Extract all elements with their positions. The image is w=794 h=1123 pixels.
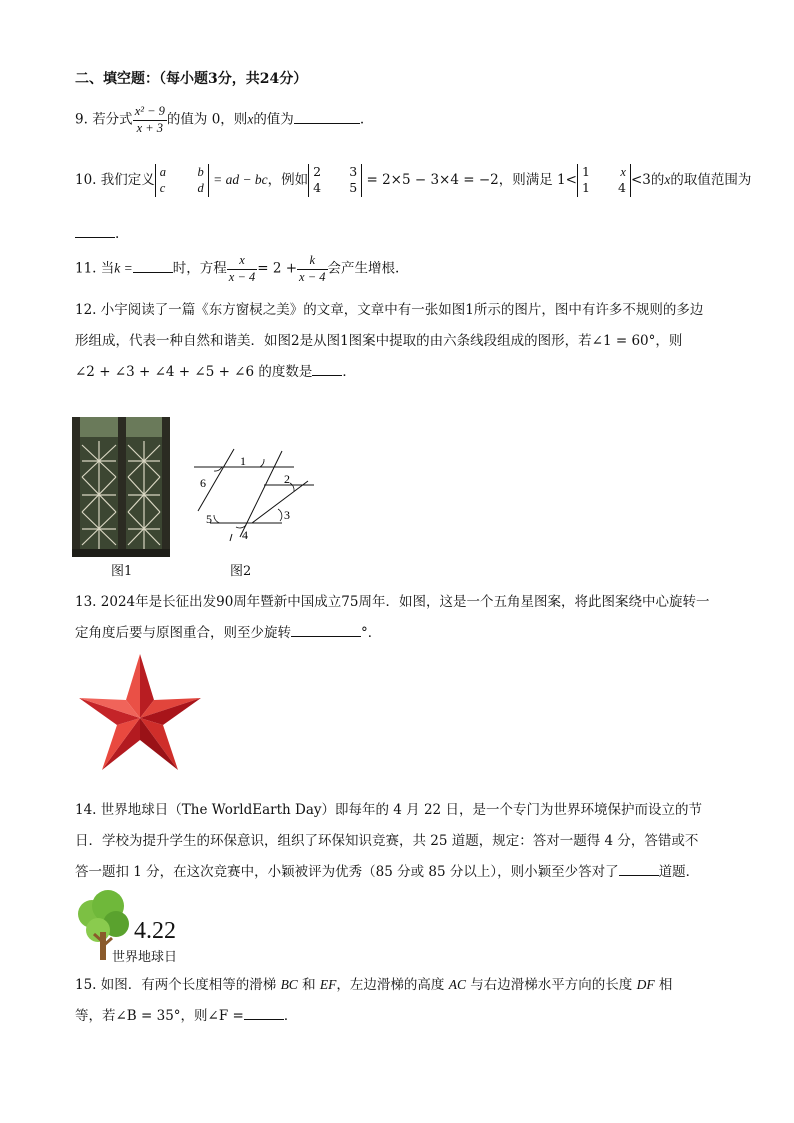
question-number: 11. [75,260,97,277]
photo-center-post [118,417,126,557]
equation-part: = 2 + [257,260,298,277]
period: . [359,111,365,128]
fraction-denominator: x − 4 [299,269,326,284]
degree-end: °． [361,625,382,641]
angle-label: 3 [284,508,290,522]
question-text: ，则满足 1< [498,171,577,188]
question-14-line1: 14. 世界地球日（The WorldEarth Day）即每年的 4 月 22 日，是一个专门为世界环境保护而设立的节 [75,802,702,818]
photo-bottom-band [72,549,170,557]
segment-label: EF [319,977,337,992]
question-text: 15. 如图．有两个长度相等的滑梯 [75,977,277,993]
earth-day-label: 世界地球日 [112,950,178,965]
fraction-numerator: x [227,253,257,270]
question-12-line2: 形组成，代表一种自然和谐美．如图2是从图1图案中提取的由六条线段组成的图形，若∠1 = 60°，则 [75,333,683,349]
det-cell: c [159,181,166,196]
question-text: 相 [658,977,673,993]
det-cell: 5 [349,180,358,196]
question-14-line3 [75,860,699,880]
question-12-line3 [75,360,356,380]
question-10-answer-line [75,226,119,242]
question-text: 等，若∠B = 35°，则∠F = [75,1008,244,1024]
angle-label: 4 [242,528,248,542]
determinant-definition [155,164,209,197]
six-line-figure [190,447,316,547]
question-text: 答一题扣 1 分，在这次竞赛中，小颖被评为优秀（85 分或 85 分以上），则小颖至少答对了 [75,864,619,880]
determinant-example [308,164,362,197]
det-cell: d [197,181,204,196]
period: ． [283,1008,298,1024]
det-cell: 4 [313,180,322,196]
question-text: 若分式 [92,111,133,128]
question-15-line2 [75,1004,297,1024]
variable: x [247,111,254,127]
det-cell: a [159,165,167,179]
variable: x [664,171,671,187]
question-text: 我们定义 [100,171,155,188]
det-cell: 2 [313,164,322,179]
question-text: 与右边滑梯水平方向的长度 [470,977,633,993]
angle-arcs [214,459,294,528]
question-text: 的值为 [253,111,294,128]
photo-left-post [72,417,80,557]
figure-lines [194,449,314,541]
period: ． [342,364,356,380]
period: . [115,226,120,242]
question-text: 道题． [658,864,700,880]
earth-day-date: 4.22 [134,918,176,944]
example-rhs: = 2×5 − 3×4 = −2 [366,171,499,188]
question-14-line2: 日．学校为提升学生的环保意识，组织了环保知识竞赛，共 25 道题，规定：答对一题得 4 分，答错或不 [75,833,699,849]
det-cell: x [620,165,626,179]
star-facets [79,654,201,770]
fraction-numerator: k [297,253,327,270]
answer-blank[interactable] [291,635,361,637]
question-text: <3的 [630,171,665,188]
det-cell: 1 [581,164,590,179]
answer-blank[interactable] [619,874,659,876]
definition-rhs: = ad − bc [213,171,268,187]
section-title: 二、填空题：（每小题3分，共24分） [75,71,308,87]
question-number: 10. [75,171,97,188]
segment-label: AC [448,977,466,992]
det-cell: 4 [618,180,626,196]
determinant-condition [577,164,631,197]
question-text: 时，方程 [172,260,227,277]
angle-label: 5 [206,512,212,526]
question-text: 会产生增根. [327,260,400,277]
figure-2-caption: 图2 [230,564,252,579]
question-15-line1 [75,973,672,993]
angle-label: 1 [240,454,246,468]
question-text: ，例如 [267,171,309,188]
fraction-denominator: x + 3 [136,120,164,135]
question-number: 9. [75,111,88,128]
question-text: 的值为 0，则 [166,111,248,128]
question-text: ，左边滑梯的高度 [336,977,445,993]
photo-right-post [162,417,170,557]
question-text: 当 [100,260,115,277]
det-cell: b [197,165,204,179]
answer-blank[interactable] [133,271,173,273]
answer-blank[interactable] [312,374,342,376]
variable: k = [114,260,133,276]
question-11 [75,253,399,285]
segment-label: DF [636,977,655,992]
figure-1-caption: 图1 [111,564,133,579]
fraction [227,253,257,285]
fraction [297,253,327,285]
det-cell: 1 [581,180,590,196]
window-lattice-photo [72,417,170,557]
fraction-denominator: x − 4 [228,269,256,284]
red-star-image [73,652,207,778]
question-9 [75,104,364,136]
question-13-line2 [75,621,381,641]
fraction [133,104,167,136]
answer-blank[interactable] [244,1018,284,1020]
question-10 [75,164,751,197]
question-text: 和 [302,977,316,993]
answer-blank[interactable] [294,122,360,124]
question-12-line1: 12. 小宇阅读了一篇《东方窗棂之美》的文章，文章中有一张如图1所示的图片，图中有许多不规则的多边 [75,302,704,318]
angle-label: 2 [284,472,290,486]
answer-blank[interactable] [75,236,115,238]
det-cell: 3 [349,164,358,179]
question-13-line1: 13. 2024年是长征出发90周年暨新中国成立75周年．如图，这是一个五角星图案，将此图案绕中心旋转一 [75,594,710,610]
fraction-numerator: x² − 9 [133,104,167,121]
segment-label: BC [280,977,298,992]
question-text: 定角度后要与原图重合，则至少旋转 [75,625,291,641]
angle-label: 6 [200,476,206,490]
question-text: ∠2 + ∠3 + ∠4 + ∠5 + ∠6 的度数是 [75,364,313,380]
question-text: 的取值范围为 [670,171,752,188]
